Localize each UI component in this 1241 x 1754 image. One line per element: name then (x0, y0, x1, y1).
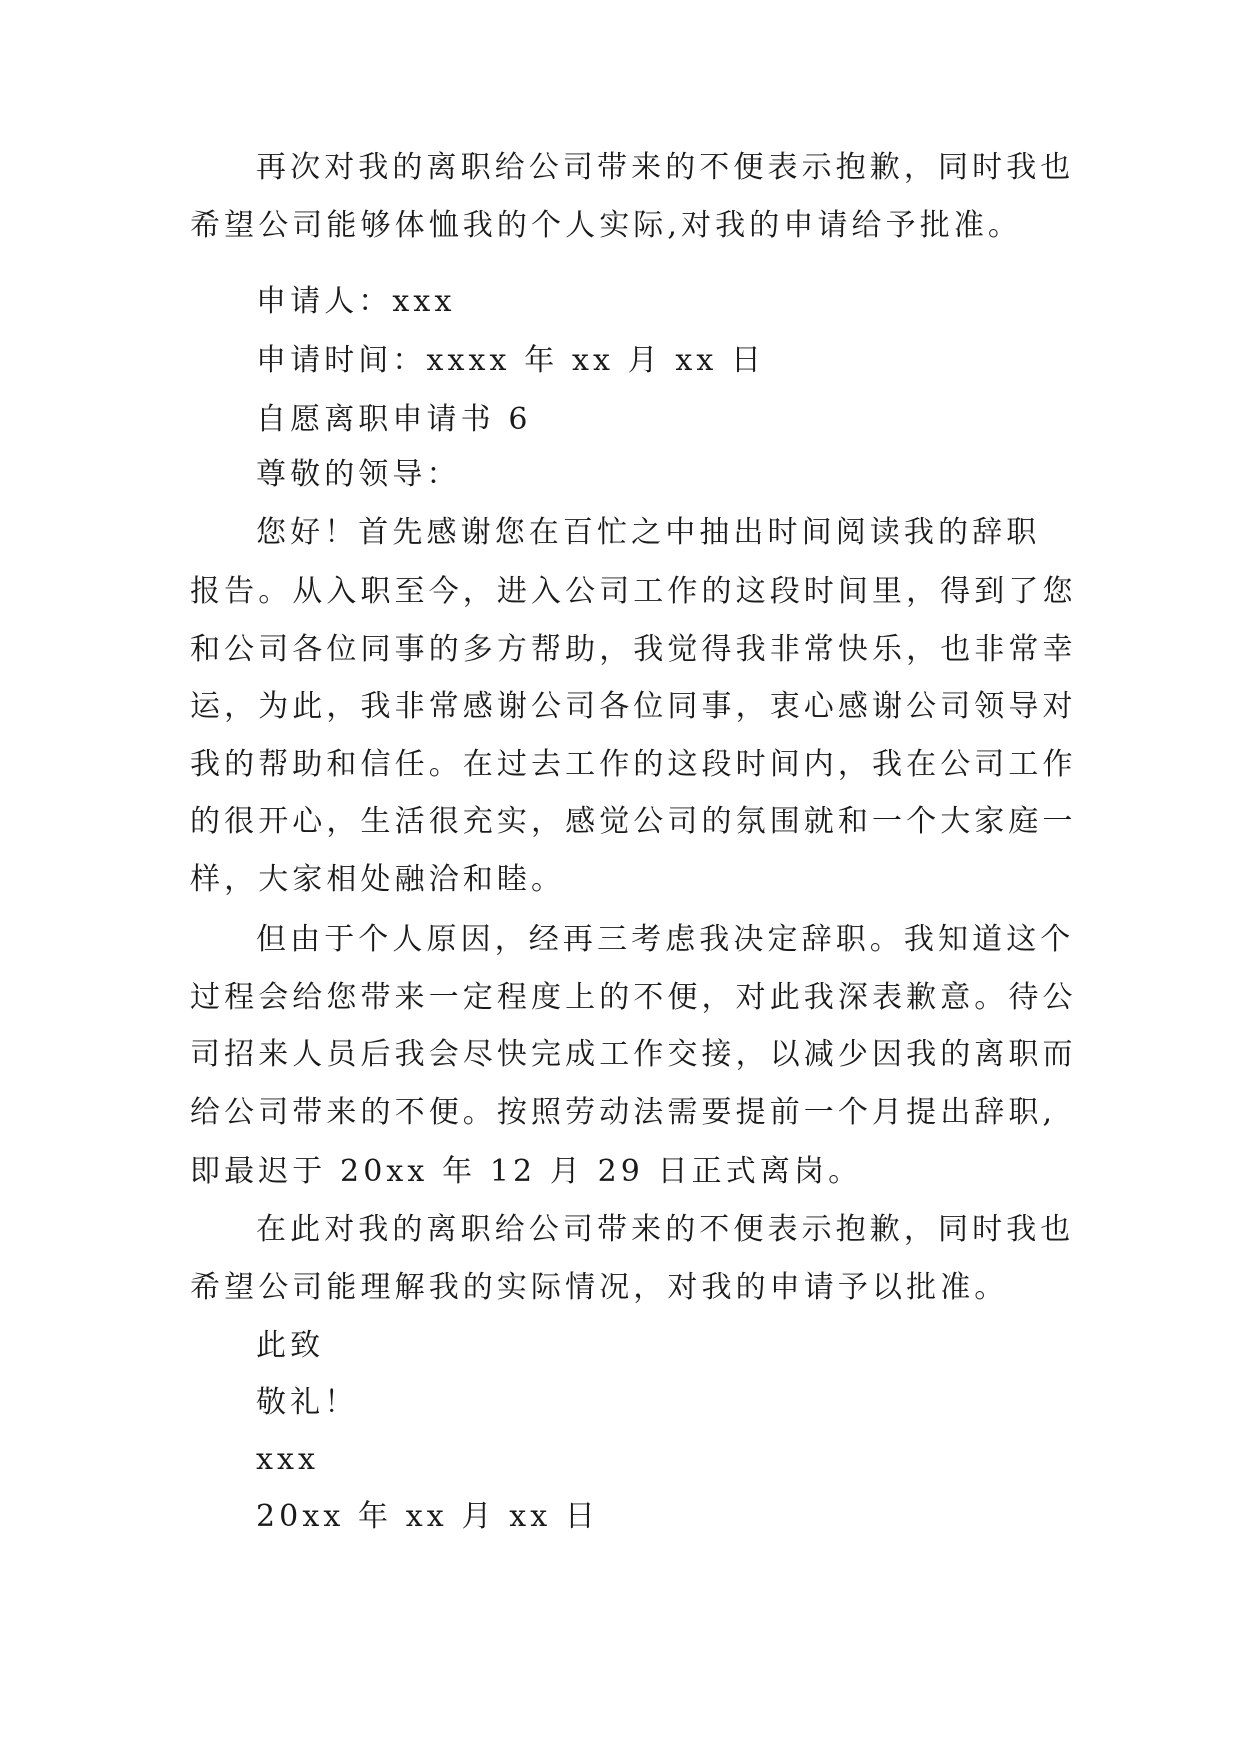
paragraph-line: 但由于个人原因，经再三考虑我决定辞职。我知道这个 (256, 922, 1075, 957)
paragraph-line: 过程会给您带来一定程度上的不便，对此我深表歉意。待公 (190, 980, 1077, 1015)
closing-line: 敬礼！ (256, 1385, 359, 1420)
paragraph-line: 您好！首先感谢您在百忙之中抽出时间阅读我的辞职 (256, 515, 1041, 550)
paragraph-line: 给公司带来的不便。按照劳动法需要提前一个月提出辞职, (190, 1095, 1057, 1130)
paragraph-line: 的很开心，生活很充实，感觉公司的氛围就和一个大家庭一 (190, 804, 1077, 839)
paragraph-line: 样，大家相处融洽和睦。 (190, 862, 566, 897)
paragraph-line: 司招来人员后我会尽快完成工作交接，以减少因我的离职而 (190, 1037, 1077, 1072)
salutation: 尊敬的领导： (256, 457, 461, 492)
paragraph-line: 在此对我的离职给公司带来的不便表示抱歉，同时我也 (256, 1212, 1075, 1247)
applicant-line: 申请人：xxx (256, 284, 456, 319)
signature: xxx (256, 1442, 320, 1477)
paragraph-line: 即最迟于 20xx 年 12 月 29 日正式离岗。 (190, 1154, 863, 1189)
paragraph-line: 报告。从入职至今，进入公司工作的这段时间里，得到了您 (190, 574, 1077, 609)
paragraph-line: 和公司各位同事的多方帮助，我觉得我非常快乐，也非常幸 (190, 632, 1077, 667)
paragraph-line: 我的帮助和信任。在过去工作的这段时间内，我在公司工作 (190, 747, 1077, 782)
paragraph-line: 运，为此，我非常感谢公司各位同事，衷心感谢公司领导对 (190, 689, 1077, 724)
paragraph-line: 再次对我的离职给公司带来的不便表示抱歉，同时我也 (256, 150, 1075, 185)
signature-date: 20xx 年 xx 月 xx 日 (256, 1499, 599, 1534)
paragraph-line: 希望公司能理解我的实际情况，对我的申请予以批准。 (190, 1270, 1009, 1305)
application-date-line: 申请时间：xxxx 年 xx 月 xx 日 (256, 343, 766, 378)
closing-line: 此致 (256, 1328, 325, 1363)
paragraph-line: 希望公司能够体恤我的个人实际,对我的申请给予批准。 (190, 208, 1023, 243)
letter-title: 自愿离职申请书 6 (256, 402, 532, 437)
